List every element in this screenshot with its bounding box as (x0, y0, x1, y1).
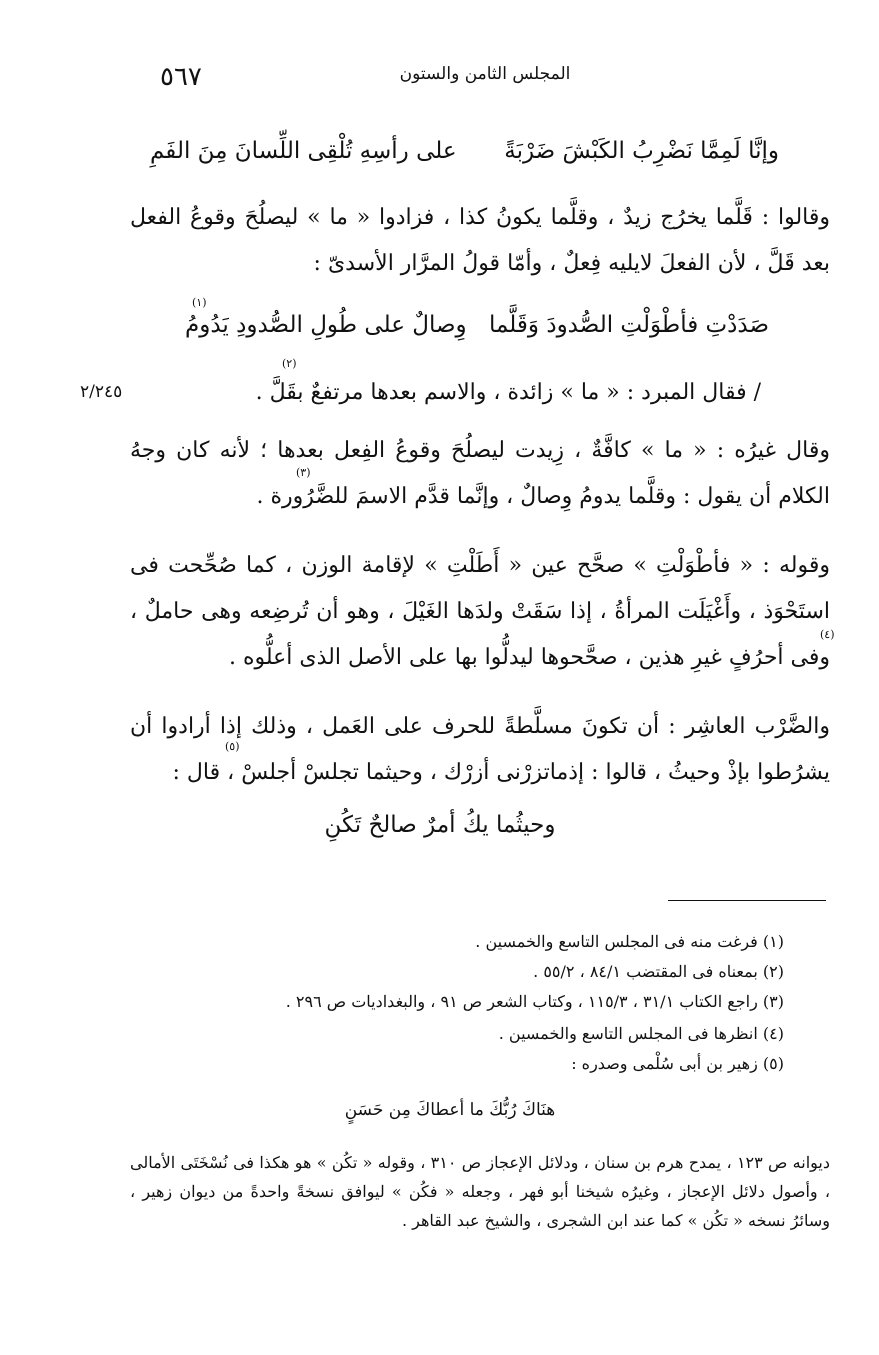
paragraph-3: وقال غيرُه : « ما » كافَّةٌ ، زِيدت ليصلُحَ وقوعُ الفِعل بعدها ؛ لأنه كان وجهُ الكلام أن يقول : وقلَّما يدومُ وِصالٌ ، وإنَّما قدَّم الاسمَ للضَّرُورة . (130, 438, 830, 509)
footnote-1: (١) فرغت منه فى المجلس التاسع والخمسين . (475, 932, 784, 951)
footnote-4: (٤) انظرها فى المجلس التاسع والخمسين . (498, 1024, 784, 1043)
footnote-5: (٥) زهير بن أبى سُلْمى وصدره : (571, 1054, 784, 1073)
footnote-marker-2: (٢) (282, 357, 297, 370)
footnote-marker-3: (٣) (296, 466, 311, 479)
footnote-marker-1: (١) (192, 296, 207, 309)
paragraph-4: وقوله : « فأطْوَلْتِ » صحَّح عين « أَطَلْتِ » لإقامة الوزن ، كما صُحِّحت فى استَحْوَذ ، وأَغْيَلَت المرأةُ ، إذا سَقَتْ ولدَها الغَيْلَ ، وهو أن تُرضِعه وهى حاملٌ ، وفى أحرُفٍ غيرِ هذين ، صحَّحوها ليدلُّوا بها على الأصل الذى أعلُّوه . (130, 553, 830, 670)
footnote-3: (٣) راجع الكتاب ٣١/١ ، ١١٥/٣ ، وكتاب الشعر ص ٩١ ، والبغداديات ص ٢٩٦ . (285, 992, 784, 1011)
margin-reference: ٢/٢٤٥ (80, 382, 123, 402)
page-number: ٥٦٧ (160, 62, 202, 92)
verse2-left-hemistich: وِصالٌ على طُولِ الصُّدودِ يَدُومُ (185, 312, 467, 338)
footnote-2: (٢) بمعناه فى المقتضب ٨٤/١ ، ٥٥/٢ . (533, 962, 784, 981)
paragraph-2: / فقال المبرد : « ما » زائدة ، والاسم بعدها مرتفعٌ بقَلَّ . (255, 380, 761, 405)
footnote-separator (668, 900, 826, 901)
running-header-title: المجلس الثامن والستون (399, 64, 571, 84)
footnote-verse: هنَاكَ رُبُّكَ ما أعطاكَ مِن حَسَنٍ (344, 1100, 556, 1120)
verse2-right-hemistich: صَدَدْتِ فأطْوَلْتِ الصُّدودَ وَقَلَّما (489, 312, 769, 338)
footnote-marker-4: (٤) (820, 628, 835, 641)
verse1-right-hemistich: وإنَّا لَمِمَّا نَضْرِبُ الكَبْشَ ضَرْبَةً (504, 138, 779, 164)
paragraph-1: وقالوا : قَلَّما يخرُج زيدٌ ، وقلَّما يكونُ كذا ، فزادوا « ما » ليصلُحَ وقوعُ الفعل بعد قَلَّ ، لأن الفعلَ لايليه فِعلٌ ، وأمّا قولُ المرَّار الأسدىّ : (130, 205, 830, 276)
verse3-line: وحيثُما يكُ أمرٌ صالحٌ تَكُنِ (324, 812, 556, 838)
paragraph-5: والضَّرْب العاشِر : أن تكونَ مسلَّطةً للحرف على العَمل ، وذلك إذا أرادوا أن يشرُطوا بإذْ وحيثُ ، قالوا : إذماتزرْنى أزرْك ، وحيثما تجلسْ أجلسْ ، قال : (130, 714, 830, 785)
verse1-left-hemistich: على رأسِهِ تُلْقِى اللِّسانَ مِنَ الفَمِ (150, 138, 457, 164)
footnote-marker-5: (٥) (225, 740, 240, 753)
footnote-5-continuation: ديوانه ص ١٢٣ ، يمدح هرم بن سنان ، ودلائل الإعجاز ص ٣١٠ ، وقوله « تكُن » هو هكذا فى نُسْخَتَى الأمالى ، وأصول دلائل الإعجاز ، وغيرُه شيخنا أبو فهر ، وجعله « فكُن » ليوافق نسخةً واحدةً من ديوان زهير ، وسائرُ نسخه « تكُن » كما عند ابن الشجرى ، والشيخ عبد القاهر . (130, 1153, 831, 1230)
